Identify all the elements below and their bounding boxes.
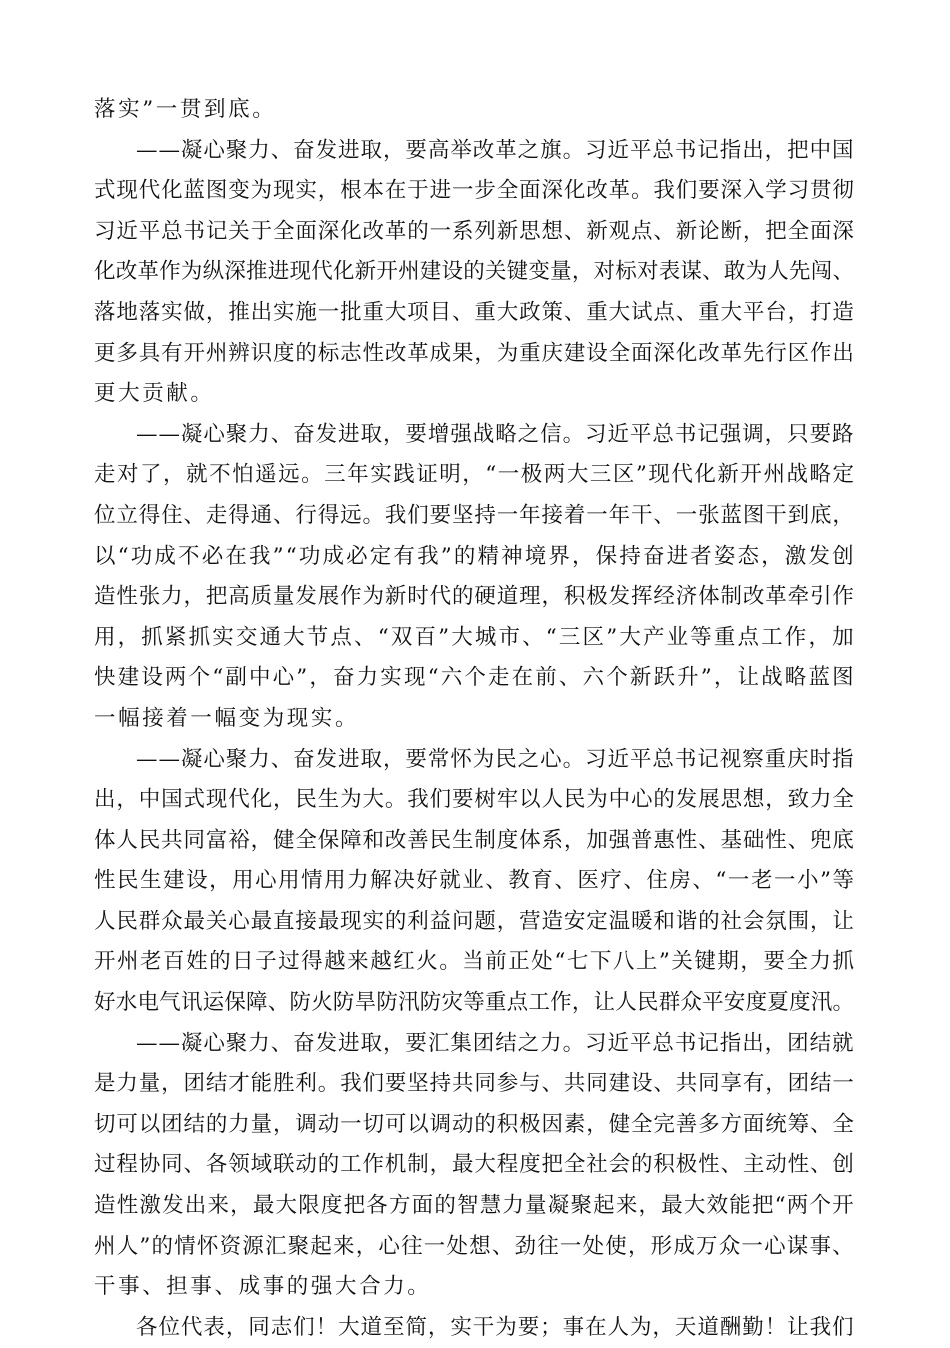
text-line: 一幅接着一幅变为现实。	[94, 705, 360, 731]
text-line: 式 现 代 化 蓝 图 变 为 现 实 ， 根 本 在 于 进 一 步 全 面 深 化 改 革 。 我 们 要 深 入 学 习 贯 彻	[94, 178, 854, 204]
text-line: 州 人 ” 的 情 怀 资 源 汇 聚 起 来 ， 心 往 一 处 想 、 劲 往 一 处 使 ， 形 成 万 众 一 心 谋 事 、	[94, 1233, 854, 1259]
text-line: 造 性 张 力 ， 把 高 质 量 发 展 作 为 新 时 代 的 硬 道 理 ， 积 极 发 挥 经 济 体 制 改 革 牵 引 作	[94, 584, 854, 610]
text-line: 位 立 得 住 、 走 得 通 、 行 得 远 。 我 们 要 坚 持 一 年 接 着 一 年 干 、 一 张 蓝 图 干 到 底 ，	[94, 502, 854, 528]
text-line: 干事、担事、成事的强大合力。	[94, 1274, 432, 1300]
text-line: 是 力 量 ， 团 结 才 能 胜 利 。 我 们 要 坚 持 共 同 参 与 、 共 同 建 设 、 共 同 享 有 ， 团 结 一	[94, 1071, 854, 1097]
text-line: 出 ， 中 国 式 现 代 化 ， 民 生 为 大 。 我 们 要 树 牢 以 人 民 为 中 心 的 发 展 思 想 ， 致 力 全	[94, 787, 854, 813]
text-line: 以 “ 功 成 不 必 在 我 ” “ 功 成 必 定 有 我 ” 的 精 神 境 界 ， 保 持 奋 进 者 姿 态 ， 激 发 创	[94, 543, 854, 569]
text-line: 造 性 激 发 出 来 ， 最 大 限 度 把 各 方 面 的 智 慧 力 量 凝 聚 起 来 ， 最 大 效 能 把 “ 两 个 开	[94, 1193, 854, 1219]
text-line: 习 近 平 总 书 记 关 于 全 面 深 化 改 革 的 一 系 列 新 思 想 、 新 观 点 、 新 论 断 ， 把 全 面 深	[94, 218, 854, 244]
text-line: 体 人 民 共 同 富 裕 ， 健 全 保 障 和 改 善 民 生 制 度 体 系 ， 加 强 普 惠 性 、 基 础 性 、 兜 底	[94, 827, 854, 853]
text-line: 过 程 协 同 、 各 领 域 联 动 的 工 作 机 制 ， 最 大 程 度 把 全 社 会 的 积 极 性 、 主 动 性 、 创	[94, 1152, 854, 1178]
text-line: 落实”一贯到底。	[94, 97, 277, 122]
text-line: 快 建 设 两 个 “ 副 中 心 ” ， 奋 力 实 现 “ 六 个 走 在 前 、 六 个 新 跃 升 ” ， 让 战 略 蓝 图	[94, 665, 854, 691]
document-body	[94, 90, 854, 1348]
text-line: 好 水 电 气 讯 运 保 障 、 防 火 防 旱 防 汛 防 灾 等 重 点 工 作 ， 让 人 民 群 众 平 安 度 夏 度 汛 。	[94, 990, 854, 1016]
text-line: — — 凝 心 聚 力 、 奋 发 进 取 ， 要 增 强 战 略 之 信 。 习 近 平 总 书 记 强 调 ， 只 要 路	[136, 421, 854, 447]
text-line: 走 对 了 ， 就 不 怕 遥 远 。 三 年 实 践 证 明 ， “ 一 极 两 大 三 区 ” 现 代 化 新 开 州 战 略 定	[94, 462, 854, 488]
text-line: 切 可 以 团 结 的 力 量 ， 调 动 一 切 可 以 调 动 的 积 极 因 素 ， 健 全 完 善 多 方 面 统 筹 、 全	[94, 1111, 854, 1137]
text-line: 各 位 代 表 ， 同 志 们 ！ 大 道 至 简 ， 实 干 为 要 ； 事 在 人 为 ， 天 道 酬 勤 ！ 让 我 们	[136, 1314, 854, 1340]
text-line: 用 ， 抓 紧 抓 实 交 通 大 节 点 、 “ 双 百 ” 大 城 市 、 “ 三 区 ” 大 产 业 等 重 点 工 作 ， 加	[94, 624, 854, 650]
text-line: 人 民 群 众 最 关 心 最 直 接 最 现 实 的 利 益 问 题 ， 营 造 安 定 温 暖 和 谐 的 社 会 氛 围 ， 让	[94, 908, 854, 934]
text-line: 更 多 具 有 开 州 辨 识 度 的 标 志 性 改 革 成 果 ， 为 重 庆 建 设 全 面 深 化 改 革 先 行 区 作 出	[94, 340, 854, 366]
text-line: 开 州 老 百 姓 的 日 子 过 得 越 来 越 红 火 。 当 前 正 处 “ 七 下 八 上 ” 关 键 期 ， 要 全 力 抓	[94, 949, 854, 975]
text-line: — — 凝 心 聚 力 、 奋 发 进 取 ， 要 汇 集 团 结 之 力 。 习 近 平 总 书 记 指 出 ， 团 结 就	[136, 1030, 854, 1056]
text-line: 更大贡献。	[94, 381, 215, 407]
text-line: 落 地 落 实 做 ， 推 出 实 施 一 批 重 大 项 目 、 重 大 政 策 、 重 大 试 点 、 重 大 平 台 ， 打 造	[94, 299, 854, 325]
text-line: — — 凝 心 聚 力 、 奋 发 进 取 ， 要 高 举 改 革 之 旗 。 习 近 平 总 书 记 指 出 ， 把 中 国	[136, 137, 854, 163]
text-line: — — 凝 心 聚 力 、 奋 发 进 取 ， 要 常 怀 为 民 之 心 。 习 近 平 总 书 记 视 察 重 庆 时 指	[136, 746, 854, 772]
text-line: 性 民 生 建 设 ， 用 心 用 情 用 力 解 决 好 就 业 、 教 育 、 医 疗 、 住 房 、 “ 一 老 一 小 ” 等	[94, 868, 854, 894]
text-line: 化 改 革 作 为 纵 深 推 进 现 代 化 新 开 州 建 设 的 关 键 变 量 ， 对 标 对 表 谋 、 敢 为 人 先 闯 、	[94, 259, 854, 285]
